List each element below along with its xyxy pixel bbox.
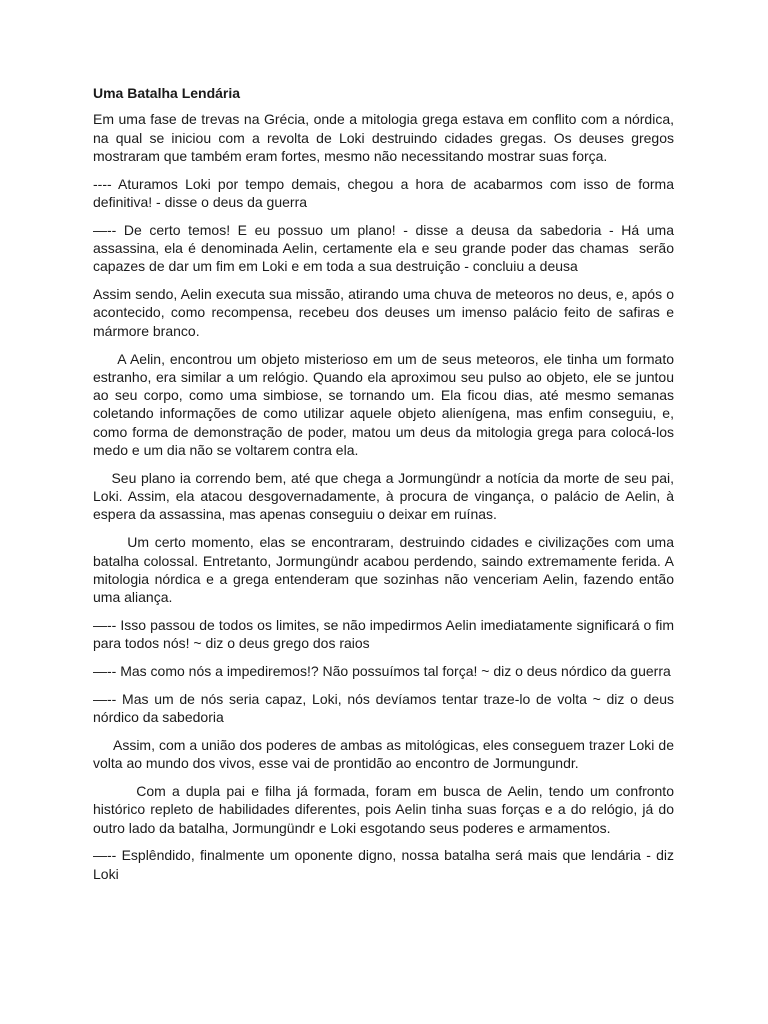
paragraph: Em uma fase de trevas na Grécia, onde a mitologia grega estava em conflito com a nórdica, na qual se iniciou com a revolta de Loki destruindo cidades gregas. Os deuses gregos mostraram que também eram fortes, mesmo não necessitando mostrar suas força. — [93, 111, 678, 164]
paragraph: —-- Mas como nós a impediremos!? Não possuímos tal força! ~ diz o deus nórdico da guerra — [93, 663, 671, 680]
paragraph: —-- Mas um de nós seria capaz, Loki, nós devíamos tentar traze-lo de volta ~ diz o deus nórdico da sabedoria — [93, 690, 678, 726]
paragraph: Seu plano ia correndo bem, até que chega a Jormungündr a notícia da morte de seu pai, Loki. Assim, ela atacou desgovernadamente, à procura de vingança, o palácio de Aelin, à espera da assassina, mas apenas conseguiu o deixar em ruínas. — [93, 469, 678, 523]
document-title: Uma Batalha Lendária — [93, 85, 241, 101]
paragraph: Com a dupla pai e filha já formada, foram em busca de Aelin, tendo um confronto histórico repleto de habilidades diferentes, pois Aelin tinha suas forças e a do relógio, já do outro lado da batalha, Jormungündr e Loki esgotando seus poderes e armamentos. — [93, 783, 678, 836]
paragraph: —-- Esplêndido, finalmente um oponente digno, nossa batalha será mais que lendária - diz Loki — [93, 847, 678, 882]
paragraph: Assim, com a união dos poderes de ambas as mitológicas, eles conseguem trazer Loki de volta ao mundo dos vivos, esse vai de prontidão ao encontro de Jormungundr. — [93, 736, 678, 772]
paragraph: Um certo momento, elas se encontraram, destruindo cidades e civilizações com uma batalha colossal. Entretanto, Jormungündr acabou perdendo, saindo extremamente ferida. A mitologia nórdica e a grega entenderam que sozinhas não venceriam Aelin, fazendo então uma aliança. — [93, 534, 678, 606]
paragraph: Assim sendo, Aelin executa sua missão, atirando uma chuva de meteoros no deus, e, após o acontecido, como recompensa, recebeu dos deuses um imenso palácio feito de safiras e mármore branco. — [93, 286, 678, 339]
paragraph: ---- Aturamos Loki por tempo demais, chegou a hora de acabarmos com isso de forma definitiva! - disse o deus da guerra — [93, 175, 678, 210]
paragraph: —-- Isso passou de todos os limites, se não impedirmos Aelin imediatamente significará o fim para todos nós! ~ diz o deus grego dos raios — [93, 616, 678, 652]
paragraph: —-- De certo temos! E eu possuo um plano! - disse a deusa da sabedoria - Há uma assassina, ela é denominada Aelin, certamente ela e seu grande poder das chamas serão capazes de dar um fim em Loki e em toda a sua destruição - concluiu a deusa — [93, 221, 678, 275]
document-page — [93, 84, 678, 892]
paragraph: A Aelin, encontrou um objeto misterioso em um de seus meteoros, ele tinha um formato estranho, era similar a um relógio. Quando ela aproximou seu pulso ao objeto, ele se juntou ao seu corpo, como uma simbiose, se tornando um. Ela ficou dias, até mesmo semanas coletando informações de como utilizar aquele objeto alienígena, mas enfim conseguiu, e, como forma de demonstração de poder, matou um deus da mitologia grega para colocá-los medo e um dia não se voltarem contra ela. — [93, 350, 678, 459]
